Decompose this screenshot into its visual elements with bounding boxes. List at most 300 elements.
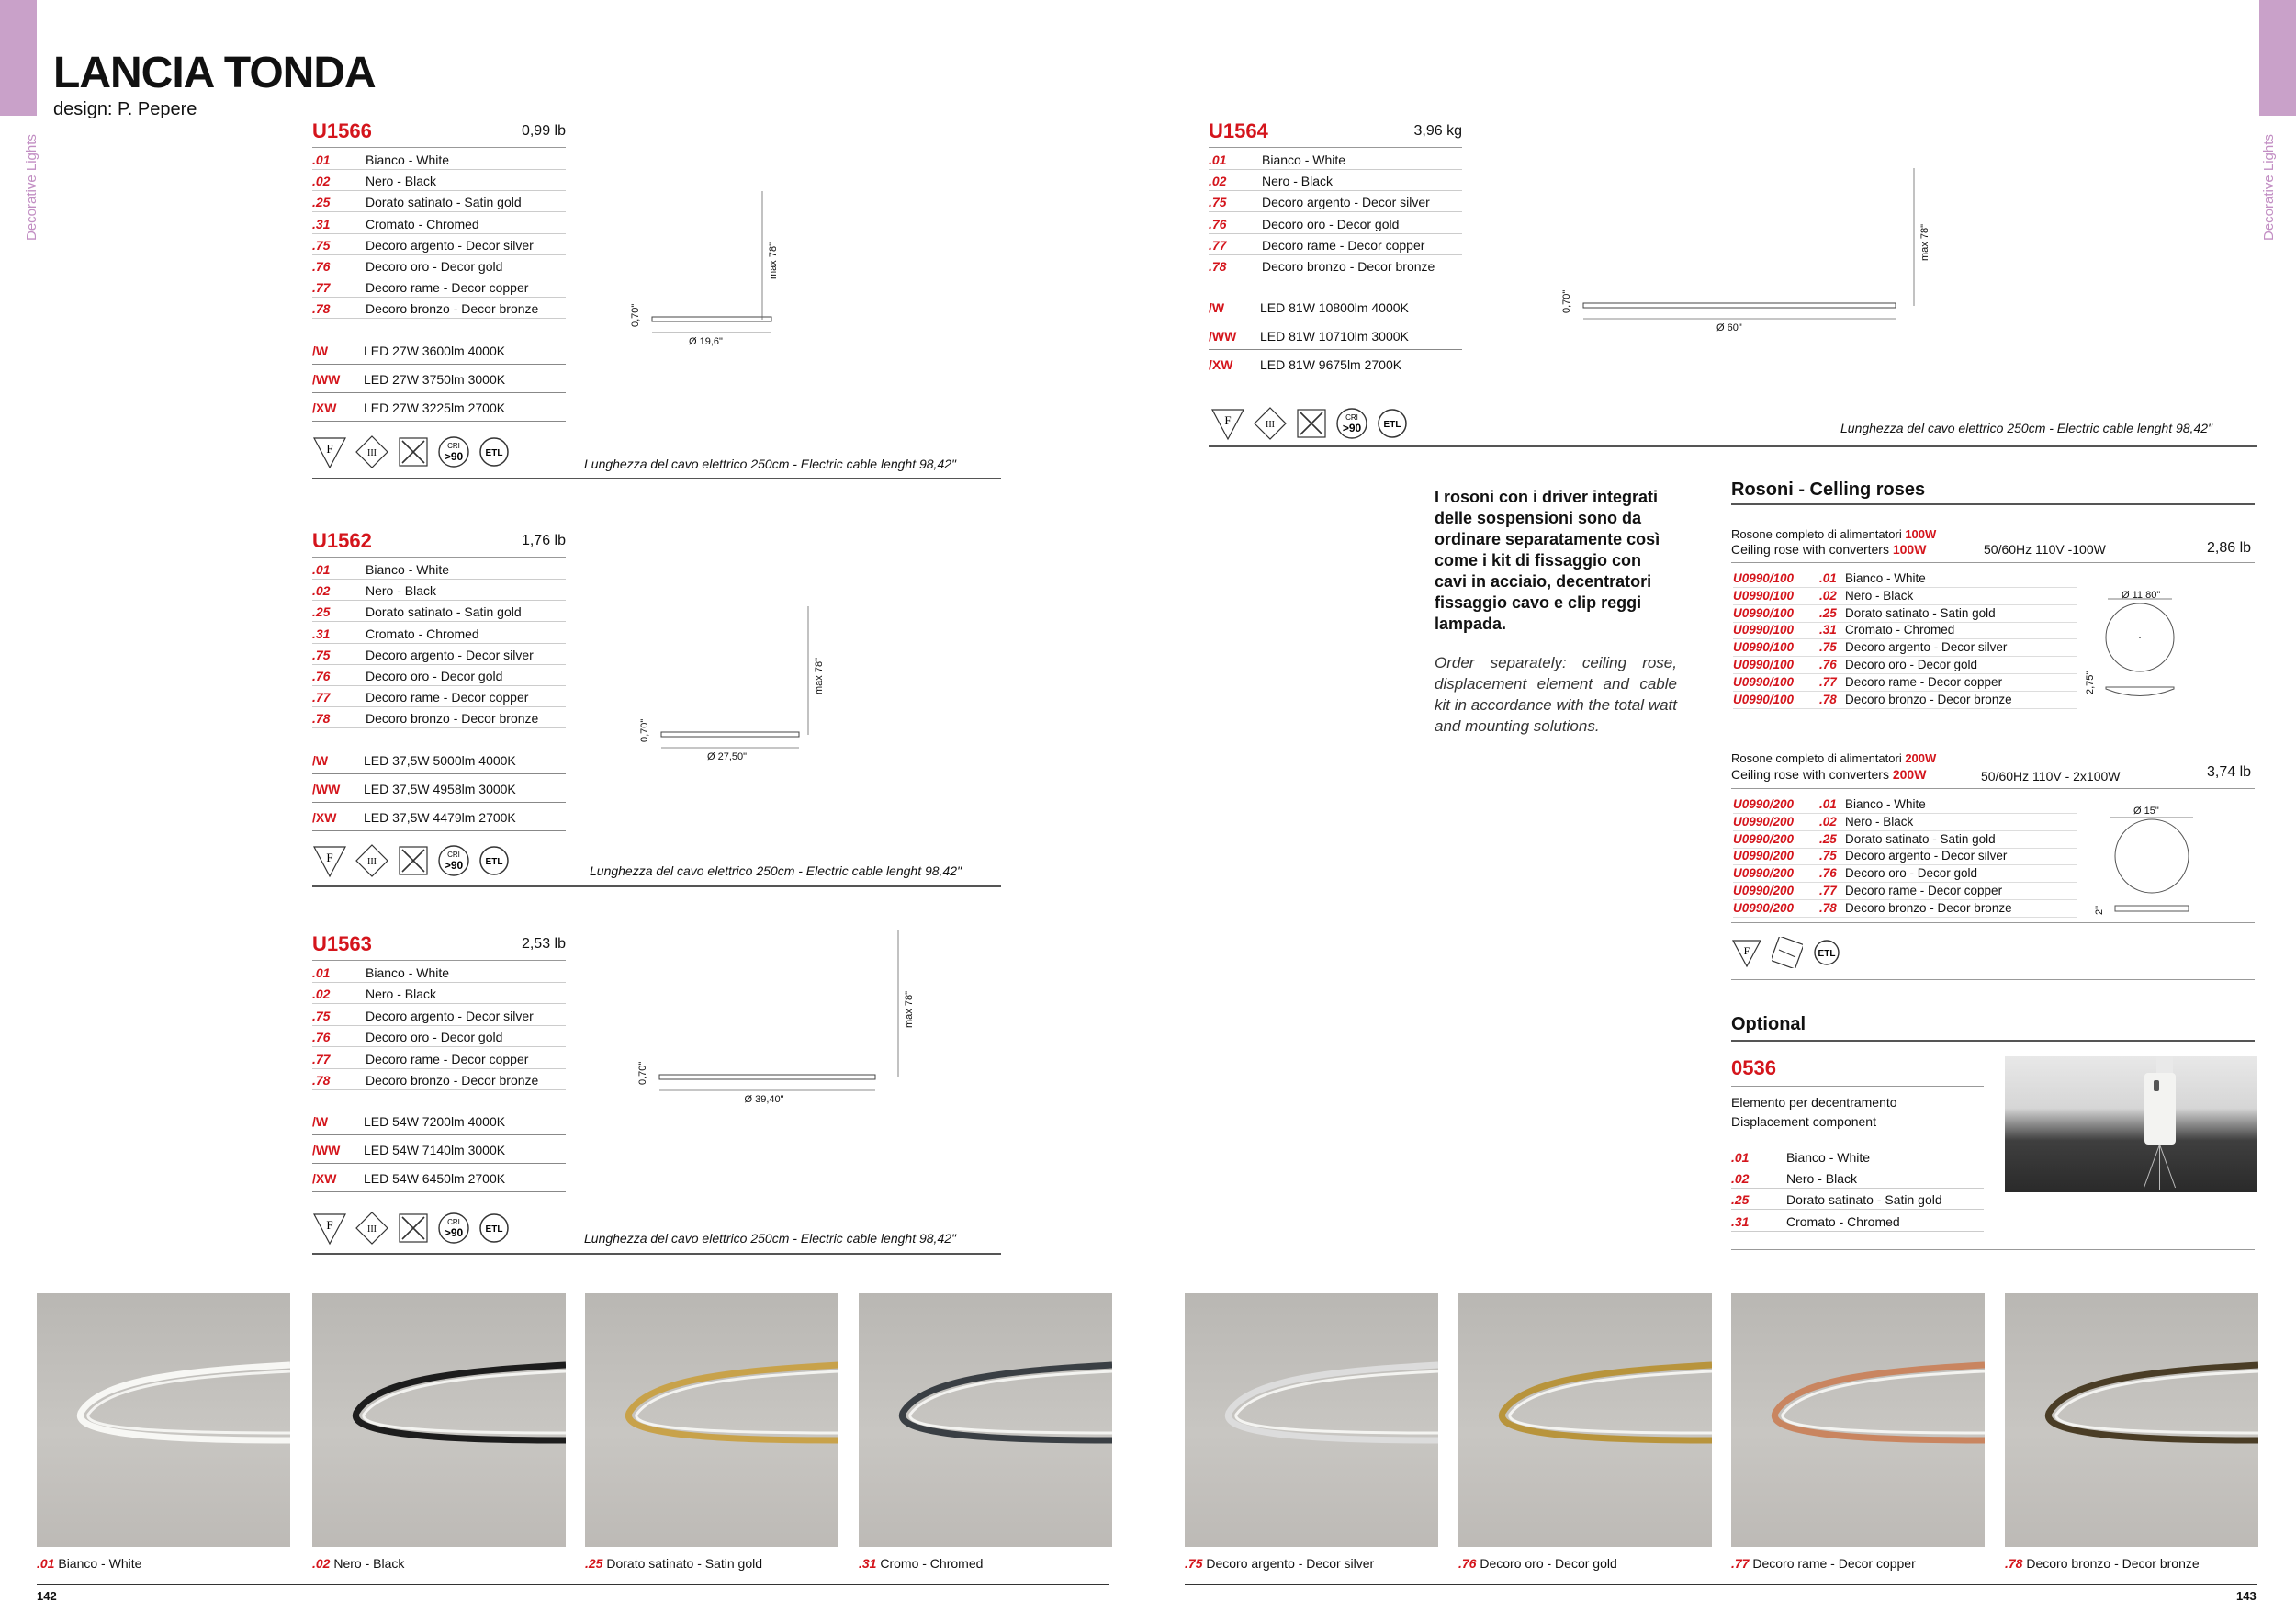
rosone-finish-code: .25 — [1819, 831, 1837, 846]
rosone-code: U0990/200 — [1733, 900, 1795, 915]
led-spec: LED 27W 3750lm 3000K — [364, 371, 506, 387]
rosone-row — [1733, 832, 2077, 849]
finish-row — [312, 562, 566, 581]
rosone-row — [1733, 866, 2077, 883]
rosone200-line1: Rosone completo di alimentatori 200W — [1731, 751, 1937, 765]
svg-text:ETL: ETL — [1383, 420, 1401, 430]
finish-code: .31 — [312, 626, 331, 641]
finish-row — [312, 238, 566, 256]
u1562-dim-diameter: Ø 27,50" — [707, 751, 748, 762]
optional-finish-code: .01 — [1731, 1150, 1750, 1165]
u1563-weight: 2,53 lb — [521, 936, 566, 952]
led-spec: LED 81W 10800lm 4000K — [1260, 300, 1409, 316]
etl-icon — [1812, 937, 1845, 968]
finish-code: .01 — [312, 562, 331, 577]
optional-finish-code: .02 — [1731, 1171, 1750, 1187]
u1563-certifications — [312, 1211, 514, 1246]
rosone-finish-code: .02 — [1819, 588, 1837, 603]
led-row-divider — [312, 830, 566, 831]
finish-caption-code: .02 — [312, 1556, 331, 1571]
finish-row — [1209, 174, 1462, 192]
page-title: LANCIA TONDA — [53, 49, 376, 97]
svg-text:III: III — [1266, 420, 1275, 430]
finish-row — [312, 195, 566, 213]
finish-label: Decoro rame - Decor copper — [366, 1051, 529, 1066]
finish-row — [312, 259, 566, 277]
rosone-code: U0990/200 — [1733, 884, 1795, 897]
led-code: /W — [312, 1114, 329, 1130]
rosone-finish-label: Decoro bronzo - Decor bronze — [1845, 692, 2012, 706]
finish-code: .76 — [312, 259, 331, 274]
finish-label: Bianco - White — [366, 965, 450, 980]
rosone-finish-code: .75 — [1819, 640, 1837, 655]
rosone-row — [1733, 623, 2077, 639]
finish-row — [312, 174, 566, 192]
rosone-row-divider — [1733, 917, 2077, 918]
rosone-row — [1733, 571, 2077, 588]
finish-row-divider — [312, 727, 566, 728]
f-mark-icon — [312, 434, 347, 469]
finish-code: .02 — [312, 583, 331, 599]
etl-icon — [478, 1212, 514, 1245]
u1566-dim-max: max 78" — [768, 242, 779, 279]
finish-photo — [585, 1293, 838, 1547]
rosone-code: U0990/200 — [1733, 814, 1795, 829]
finish-label: Dorato satinato - Satin gold — [366, 195, 522, 210]
rosone-finish-label: Decoro argento - Decor silver — [1845, 640, 2008, 655]
led-code: /WW — [1209, 329, 1237, 344]
u1564-certifications — [1210, 406, 1412, 441]
rosone-finish-code: .25 — [1819, 605, 1837, 620]
optional-photo — [2005, 1056, 2257, 1192]
rosone200-divider — [1731, 788, 2255, 789]
finish-photo — [1185, 1293, 1438, 1547]
optional-finish-label: Bianco - White — [1786, 1150, 1871, 1165]
finish-code: .78 — [312, 1073, 331, 1088]
no-insulation-icon — [1772, 937, 1803, 968]
etl-icon — [478, 435, 514, 468]
f-mark-icon — [1210, 406, 1245, 441]
rosone100-divider — [1731, 562, 2255, 563]
finish-row — [312, 1052, 566, 1070]
finish-row-divider — [1209, 233, 1462, 234]
rosone-code: U0990/100 — [1733, 658, 1795, 671]
ring-arc-image — [1458, 1293, 1712, 1547]
finish-caption-label: Decoro rame - Decor copper — [1752, 1556, 1916, 1571]
no-insulation-icon — [397, 1212, 430, 1245]
finish-row-divider — [312, 211, 566, 212]
finish-label: Bianco - White — [366, 152, 450, 167]
rosone-finish-code: .78 — [1819, 692, 1837, 706]
rosone-finish-label: Decoro argento - Decor silver — [1845, 849, 2008, 863]
rosone100-weight: 2,86 lb — [2207, 540, 2252, 556]
finish-caption-label: Cromo - Chromed — [880, 1556, 984, 1571]
u1563-cable-note: Lunghezza del cavo elettrico 250cm - Electric cable lenght 98,42" — [584, 1231, 956, 1246]
rosone-finish-label: Decoro oro - Decor gold — [1845, 658, 1978, 671]
finish-label: Bianco - White — [1262, 152, 1346, 167]
rosone200-weight: 3,74 lb — [2207, 764, 2252, 780]
u1564-header-divider — [1209, 147, 1462, 148]
led-row-divider — [312, 802, 566, 803]
rosone-row — [1733, 797, 2077, 814]
led-code: /WW — [312, 781, 341, 796]
finish-caption-code: .78 — [2005, 1556, 2023, 1571]
ring-arc-image — [2005, 1293, 2258, 1547]
u1564-cable-note: Lunghezza del cavo elettrico 250cm - Electric cable lenght 98,42" — [1840, 421, 2212, 435]
led-row-divider — [312, 1163, 566, 1164]
u1563-end-rule — [312, 1253, 1001, 1255]
rosone-row — [1733, 901, 2077, 918]
designer-credit: design: P. Pepere — [53, 99, 197, 119]
finish-photo — [37, 1293, 290, 1547]
u1566-cable-note: Lunghezza del cavo elettrico 250cm - Electric cable lenght 98,42" — [584, 457, 956, 471]
rosone-finish-code: .77 — [1819, 884, 1837, 897]
finish-caption — [312, 1556, 404, 1571]
finish-caption-code: .25 — [585, 1556, 603, 1571]
led-spec: LED 27W 3600lm 4000K — [364, 343, 506, 358]
rosone-finish-code: .01 — [1819, 571, 1837, 585]
finish-row — [312, 583, 566, 602]
u1564-dim-max: max 78" — [1919, 224, 1930, 261]
rosone-finish-code: .02 — [1819, 814, 1837, 829]
optional-row-divider — [1731, 1188, 1984, 1189]
finish-row — [312, 301, 566, 320]
u1566-dim-height: 0,70" — [630, 303, 641, 327]
finish-code: .77 — [312, 280, 331, 296]
svg-text:III: III — [367, 448, 377, 458]
finish-code: .76 — [312, 669, 331, 683]
u1563-dim-diameter: Ø 39,40" — [744, 1094, 784, 1105]
led-row — [312, 1114, 566, 1133]
rosone-code: U0990/100 — [1733, 623, 1795, 637]
u1562-end-rule — [312, 885, 1001, 887]
ring-arc-image — [585, 1293, 838, 1547]
led-row-divider — [312, 773, 566, 774]
led-row — [312, 344, 566, 362]
rosone-finish-code: .76 — [1819, 866, 1837, 881]
finish-row — [312, 152, 566, 171]
u1563-drawing — [641, 923, 917, 1107]
rosone-finish-label: Decoro rame - Decor copper — [1845, 884, 2003, 897]
rosone100-dim-height: 2,75" — [2085, 671, 2096, 694]
finish-row-divider — [312, 297, 566, 298]
finish-code: .31 — [312, 216, 331, 231]
finish-label: Decoro rame - Decor copper — [366, 280, 529, 296]
rosone-finish-code: .75 — [1819, 849, 1837, 863]
led-spec: LED 54W 7140lm 3000K — [364, 1143, 506, 1158]
finish-row — [1209, 217, 1462, 235]
page-number-left: 142 — [37, 1589, 57, 1603]
u1564-drawing — [1565, 161, 1932, 335]
finish-row-divider — [312, 254, 566, 255]
u1564-code: U1564 — [1209, 119, 1268, 142]
finish-label: Decoro bronzo - Decor bronze — [366, 1073, 539, 1088]
led-code: /W — [312, 343, 329, 358]
rosone100-spec: 50/60Hz 110V -100W — [1984, 542, 2106, 557]
rosone-code: U0990/200 — [1733, 831, 1795, 846]
rosone100-line1: Rosone completo di alimentatori 100W — [1731, 527, 1937, 541]
u1562-dim-max: max 78" — [814, 658, 825, 694]
rosone-finish-code: .01 — [1819, 797, 1837, 811]
finish-label: Decoro oro - Decor gold — [366, 669, 503, 683]
finish-label: Cromato - Chromed — [366, 626, 479, 641]
cri-icon — [1335, 407, 1368, 440]
finish-row-divider — [312, 1046, 566, 1047]
optional-row-divider — [1731, 1209, 1984, 1210]
led-row — [312, 753, 566, 772]
finish-label: Bianco - White — [366, 562, 450, 577]
led-row — [312, 400, 566, 419]
u1566-end-rule — [312, 478, 1001, 479]
svg-text:CRI: CRI — [447, 442, 460, 450]
svg-text:CRI: CRI — [447, 1218, 460, 1226]
led-row — [1209, 329, 1462, 347]
led-row-divider — [312, 392, 566, 393]
optional-desc-it: Elemento per decentramento — [1731, 1095, 1897, 1110]
rosone-finish-code: .77 — [1819, 674, 1837, 689]
svg-text:F: F — [1743, 944, 1750, 957]
rosone-row — [1733, 589, 2077, 605]
optional-code: 0536 — [1731, 1056, 1776, 1079]
u1562-dim-height: 0,70" — [639, 718, 650, 742]
finish-caption-code: .77 — [1731, 1556, 1750, 1571]
led-row — [312, 1171, 566, 1190]
rosone-code: U0990/100 — [1733, 692, 1795, 706]
u1563-code: U1563 — [312, 932, 372, 955]
rosone-code: U0990/200 — [1733, 849, 1795, 863]
finish-label: Decoro argento - Decor silver — [1262, 195, 1430, 210]
finish-code: .75 — [312, 237, 331, 253]
finish-row-divider — [1209, 169, 1462, 170]
led-code: /XW — [312, 1171, 337, 1187]
svg-text:>90: >90 — [1342, 422, 1362, 434]
led-code: /W — [312, 752, 329, 768]
finish-caption-label: Nero - Black — [333, 1556, 405, 1571]
finish-code: .02 — [312, 174, 331, 189]
rosone-finish-label: Decoro oro - Decor gold — [1845, 866, 1978, 881]
finish-row — [1209, 152, 1462, 171]
footer-rule-left — [37, 1584, 1109, 1585]
led-row — [1209, 300, 1462, 319]
finish-label: Nero - Black — [1262, 174, 1334, 189]
optional-row — [1731, 1171, 1984, 1190]
rosone-finish-code: .31 — [1819, 623, 1837, 637]
svg-text:III: III — [367, 1224, 377, 1235]
finish-row — [312, 1073, 566, 1091]
rosone-code: U0990/200 — [1733, 797, 1795, 811]
finish-caption-label: Decoro argento - Decor silver — [1206, 1556, 1375, 1571]
finish-label: Decoro rame - Decor copper — [366, 690, 529, 705]
led-code: /XW — [312, 400, 337, 415]
finish-label: Decoro bronzo - Decor bronze — [366, 301, 539, 317]
optional-end-divider — [1731, 1249, 2255, 1250]
finish-photo — [1458, 1293, 1712, 1547]
optional-divider — [1731, 1040, 2255, 1042]
rosone-row — [1733, 849, 2077, 865]
etl-icon — [1376, 407, 1412, 440]
finish-caption — [859, 1556, 983, 1571]
u1562-weight: 1,76 lb — [521, 533, 566, 548]
finish-photo — [1731, 1293, 1985, 1547]
finish-label: Decoro oro - Decor gold — [366, 1030, 503, 1045]
finish-row-divider — [312, 600, 566, 601]
finish-row — [312, 965, 566, 984]
finish-code: .02 — [312, 987, 331, 1002]
finish-row-divider — [312, 233, 566, 234]
led-row — [312, 810, 566, 829]
led-spec: LED 81W 10710lm 3000K — [1260, 329, 1409, 344]
led-spec: LED 27W 3225lm 2700K — [364, 400, 506, 415]
svg-text:ETL: ETL — [485, 1224, 503, 1235]
led-code: /WW — [312, 371, 341, 387]
svg-text:CRI: CRI — [1345, 413, 1358, 422]
finish-row-divider — [312, 664, 566, 665]
finish-code: .25 — [312, 195, 331, 210]
optional-heading: Optional — [1731, 1014, 1806, 1034]
rosone200-line2: Ceiling rose with converters 200W — [1731, 767, 1927, 782]
finish-label: Dorato satinato - Satin gold — [366, 604, 522, 620]
u1564-dim-height: 0,70" — [1561, 289, 1572, 313]
finish-code: .75 — [1209, 195, 1227, 210]
finish-caption — [1458, 1556, 1617, 1571]
led-row-divider — [1209, 349, 1462, 350]
optional-finish-label: Nero - Black — [1786, 1171, 1858, 1187]
finish-row-divider — [312, 643, 566, 644]
finish-row-divider — [312, 579, 566, 580]
finish-code: .78 — [1209, 259, 1227, 274]
finish-caption — [1185, 1556, 1374, 1571]
finish-row — [1209, 195, 1462, 213]
finish-label: Nero - Black — [366, 583, 437, 599]
finish-row-divider — [1209, 254, 1462, 255]
side-label-left: Decorative Lights — [24, 134, 39, 241]
led-code: /WW — [312, 1143, 341, 1158]
led-row — [312, 782, 566, 800]
finish-code: .78 — [312, 301, 331, 317]
u1562-cable-note: Lunghezza del cavo elettrico 250cm - Electric cable lenght 98,42" — [590, 863, 962, 878]
finish-row — [312, 626, 566, 645]
finish-caption — [2005, 1556, 2200, 1571]
u1563-dim-max: max 78" — [904, 991, 915, 1028]
rosone200-spec: 50/60Hz 110V - 2x100W — [1981, 769, 2121, 784]
svg-text:ETL: ETL — [1818, 949, 1836, 959]
rosone-row — [1733, 884, 2077, 900]
finish-row-divider — [1209, 211, 1462, 212]
class-iii-icon — [355, 843, 389, 878]
finish-label: Decoro bronzo - Decor bronze — [1262, 259, 1435, 274]
optional-desc-en: Displacement component — [1731, 1114, 1876, 1129]
ring-arc-image — [1185, 1293, 1438, 1547]
finish-row — [312, 604, 566, 623]
rosone-finish-label: Cromato - Chromed — [1845, 623, 1955, 637]
svg-text:CRI: CRI — [447, 851, 460, 859]
finish-code: .77 — [312, 690, 331, 705]
rosone-code: U0990/100 — [1733, 605, 1795, 620]
finish-row — [1209, 238, 1462, 256]
rosone-row — [1733, 815, 2077, 831]
ring-arc-image — [312, 1293, 566, 1547]
finish-row — [312, 711, 566, 729]
f-mark-icon — [312, 843, 347, 878]
finish-row-divider — [312, 318, 566, 319]
u1566-drawing — [634, 184, 781, 349]
led-row — [312, 1143, 566, 1161]
finish-code: .77 — [1209, 237, 1227, 253]
class-iii-icon — [1253, 406, 1288, 441]
led-code: /W — [1209, 300, 1225, 316]
rosone-code: U0990/200 — [1733, 866, 1795, 881]
led-code: /XW — [1209, 357, 1233, 373]
finish-code: .76 — [312, 1030, 331, 1045]
rosone-finish-label: Dorato satinato - Satin gold — [1845, 831, 1996, 846]
side-label-right: Decorative Lights — [2261, 134, 2277, 241]
u1566-code: U1566 — [312, 119, 372, 142]
finish-row-divider — [312, 621, 566, 622]
class-iii-icon — [355, 434, 389, 469]
finish-caption-code: .76 — [1458, 1556, 1477, 1571]
finish-caption-code: .01 — [37, 1556, 55, 1571]
rosoni-divider — [1731, 503, 2255, 505]
finish-row-divider — [312, 706, 566, 707]
finish-row-divider — [1209, 190, 1462, 191]
u1566-dim-diameter: Ø 19,6" — [689, 336, 723, 347]
rosone-finish-label: Decoro bronzo - Decor bronze — [1845, 900, 2012, 915]
led-spec: LED 81W 9675lm 2700K — [1260, 357, 1402, 373]
optional-finish-label: Cromato - Chromed — [1786, 1213, 1900, 1229]
finish-code: .75 — [312, 1008, 331, 1023]
u1562-certifications — [312, 843, 514, 878]
finish-row-divider — [312, 190, 566, 191]
finish-label: Decoro oro - Decor gold — [1262, 216, 1400, 231]
finish-caption-code: .75 — [1185, 1556, 1203, 1571]
svg-text:F: F — [326, 851, 333, 864]
rosone100-drawing — [2094, 588, 2186, 698]
led-row-divider — [312, 364, 566, 365]
rosone-finish-label: Bianco - White — [1845, 797, 1926, 811]
rosone200-bottom-divider — [1731, 922, 2255, 923]
finish-code: .01 — [312, 965, 331, 980]
u1564-weight: 3,96 kg — [1413, 123, 1462, 139]
rosone-row — [1733, 640, 2077, 657]
page-number-right: 143 — [2236, 1589, 2257, 1603]
rosone-row — [1733, 693, 2077, 709]
info-italic-text: Order separately: ceiling rose, displacement element and cable kit in accordance with the total watt and mounting solutions. — [1435, 654, 1677, 735]
finish-code: .78 — [312, 711, 331, 727]
rosoni-certifications — [1731, 937, 1845, 968]
finish-label: Cromato - Chromed — [366, 216, 479, 231]
cri-icon — [437, 1212, 470, 1245]
rosone100-dim-diameter: Ø 11.80" — [2122, 590, 2161, 601]
finish-photo — [859, 1293, 1112, 1547]
led-spec: LED 37,5W 4479lm 2700K — [364, 809, 516, 825]
rosoni-heading: Rosoni - Celling roses — [1731, 479, 1926, 500]
svg-text:>90: >90 — [444, 450, 464, 463]
optional-code-divider — [1731, 1086, 1984, 1087]
finish-photo — [2005, 1293, 2258, 1547]
finish-row — [312, 280, 566, 299]
f-mark-icon — [312, 1211, 347, 1246]
finish-row — [312, 690, 566, 708]
rosone-code: U0990/100 — [1733, 674, 1795, 689]
finish-row-divider — [312, 169, 566, 170]
finish-row — [312, 1030, 566, 1048]
rosone-code: U0990/100 — [1733, 571, 1795, 585]
svg-text:F: F — [326, 442, 333, 456]
rosone-code: U0990/100 — [1733, 640, 1795, 655]
rosone-finish-label: Nero - Black — [1845, 588, 1914, 603]
led-spec: LED 37,5W 4958lm 3000K — [364, 781, 516, 796]
led-code: /XW — [312, 809, 337, 825]
